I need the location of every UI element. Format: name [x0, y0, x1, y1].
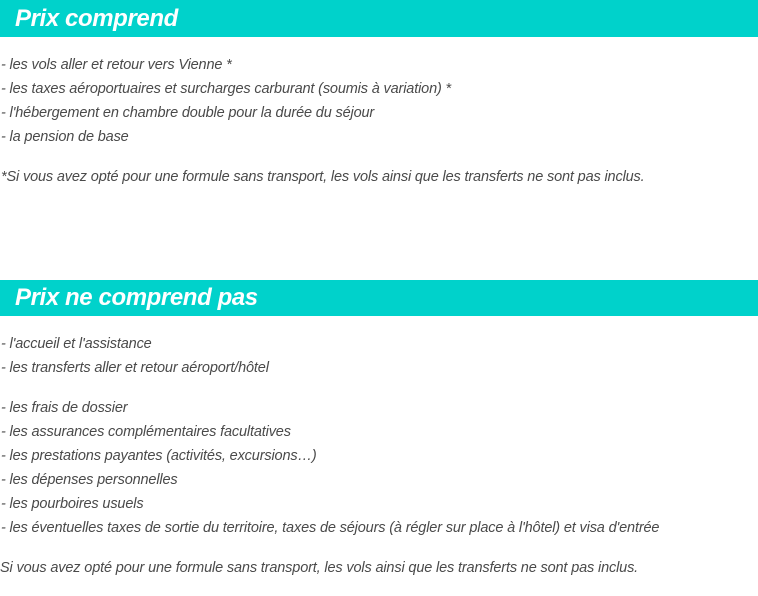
- included-item: - la pension de base: [1, 129, 129, 145]
- excluded-item: - les dépenses personnelles: [1, 472, 178, 488]
- excluded-item: - les prestations payantes (activités, excursions…): [1, 448, 317, 464]
- excluded-item: - l'accueil et l'assistance: [1, 336, 152, 352]
- included-item: - les vols aller et retour vers Vienne *: [1, 57, 232, 73]
- included-note: *Si vous avez opté pour une formule sans transport, les vols ainsi que les transferts ne sont pas inclus.: [1, 169, 645, 185]
- included-item: - les taxes aéroportuaires et surcharges carburant (soumis à variation) *: [1, 81, 452, 97]
- excluded-item: - les éventuelles taxes de sortie du territoire, taxes de séjours (à régler sur place à l'hôtel) et visa d'entrée: [1, 520, 660, 536]
- section-title: Prix ne comprend pas: [15, 284, 258, 311]
- excluded-item: - les frais de dossier: [1, 400, 128, 416]
- section-header-prix-comprend: [0, 0, 758, 37]
- section-header-prix-ne-comprend-pas: [0, 280, 758, 316]
- excluded-item: - les transferts aller et retour aéroport/hôtel: [1, 360, 269, 376]
- excluded-item: - les pourboires usuels: [1, 496, 144, 512]
- included-item: - l'hébergement en chambre double pour la durée du séjour: [1, 105, 375, 121]
- excluded-item: - les assurances complémentaires facultatives: [1, 424, 291, 440]
- section-title: Prix comprend: [15, 5, 178, 32]
- excluded-note: Si vous avez opté pour une formule sans transport, les vols ainsi que les transferts ne sont pas inclus.: [0, 560, 639, 576]
